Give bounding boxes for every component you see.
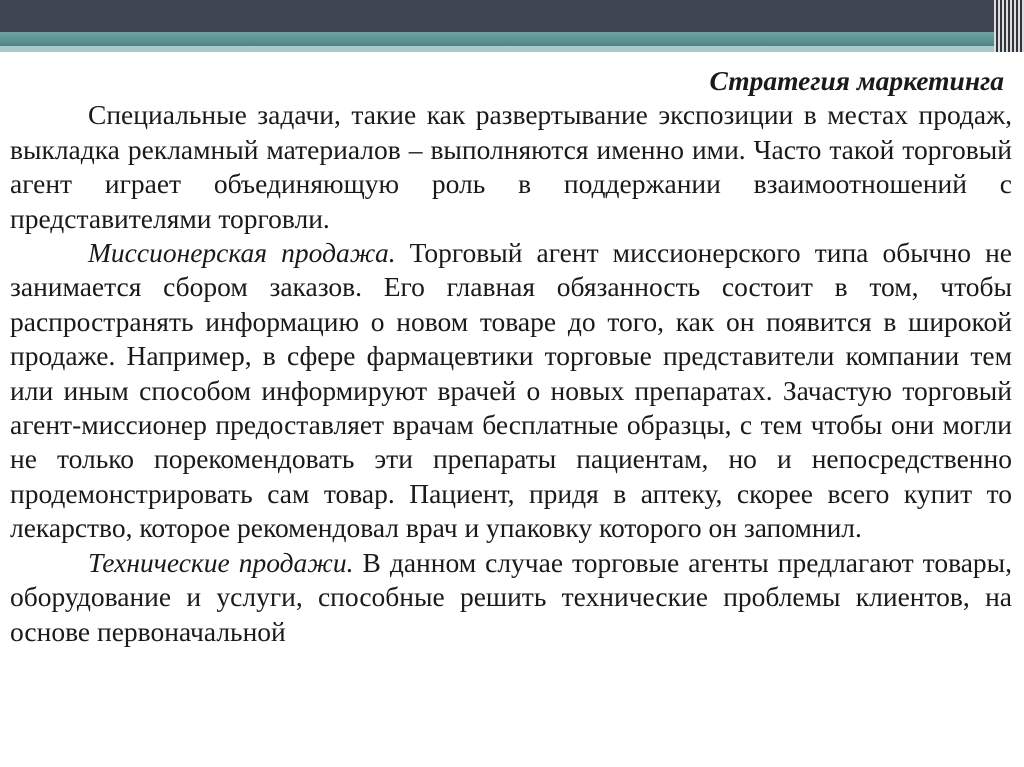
accent-band [0,32,1024,46]
paragraph-text: Специальные задачи, такие как развертывание экспозиции в местах продаж, выкладка рекламный материалов – выполняются именно ими. Часто такой торговый агент играет объединяющую роль в поддержании взаимоотношений с представителями торговли. [10,99,1012,234]
paragraph-missionary-sales [10,236,1012,546]
accent-line [0,46,1024,52]
paragraph-lead: Миссионерская продажа. [88,237,396,269]
paragraph-text: Торговый агент миссионерского типа обычно не занимается сбором заказов. Его главная обязанность состоит в том, чтобы распространять информацию о новом товаре до того, как он появится в широкой продаже. Например, в сфере фармацевтики торговые представители компании тем или иным способом информируют врачей о новых препаратах. Зачастую торговый агент-миссионер предоставляет врачам бесплатные образцы, с тем чтобы они могли не только порекомендовать эти препараты пациентам, но и непосредственно продемонстрировать сам товар. Пациент, придя в аптеку, скорее всего купит то лекарство, которое рекомендовал врач и упаковку которого он запомнил. [10,237,1012,544]
edge-stripes-decoration [994,0,1024,52]
paragraph-lead: Технические продажи. [88,546,354,578]
paragraph-technical-sales [10,546,1012,649]
header-bar [0,0,1024,32]
slide-heading: Стратегия маркетинга [709,65,1004,96]
paragraph-text: В данном случае торговые агенты предлагают товары, оборудование и услуги, способные решить технические проблемы клиентов, на основе первоначальной [10,546,1013,647]
slide-content [10,64,1012,649]
paragraph-special-tasks [10,98,1012,236]
